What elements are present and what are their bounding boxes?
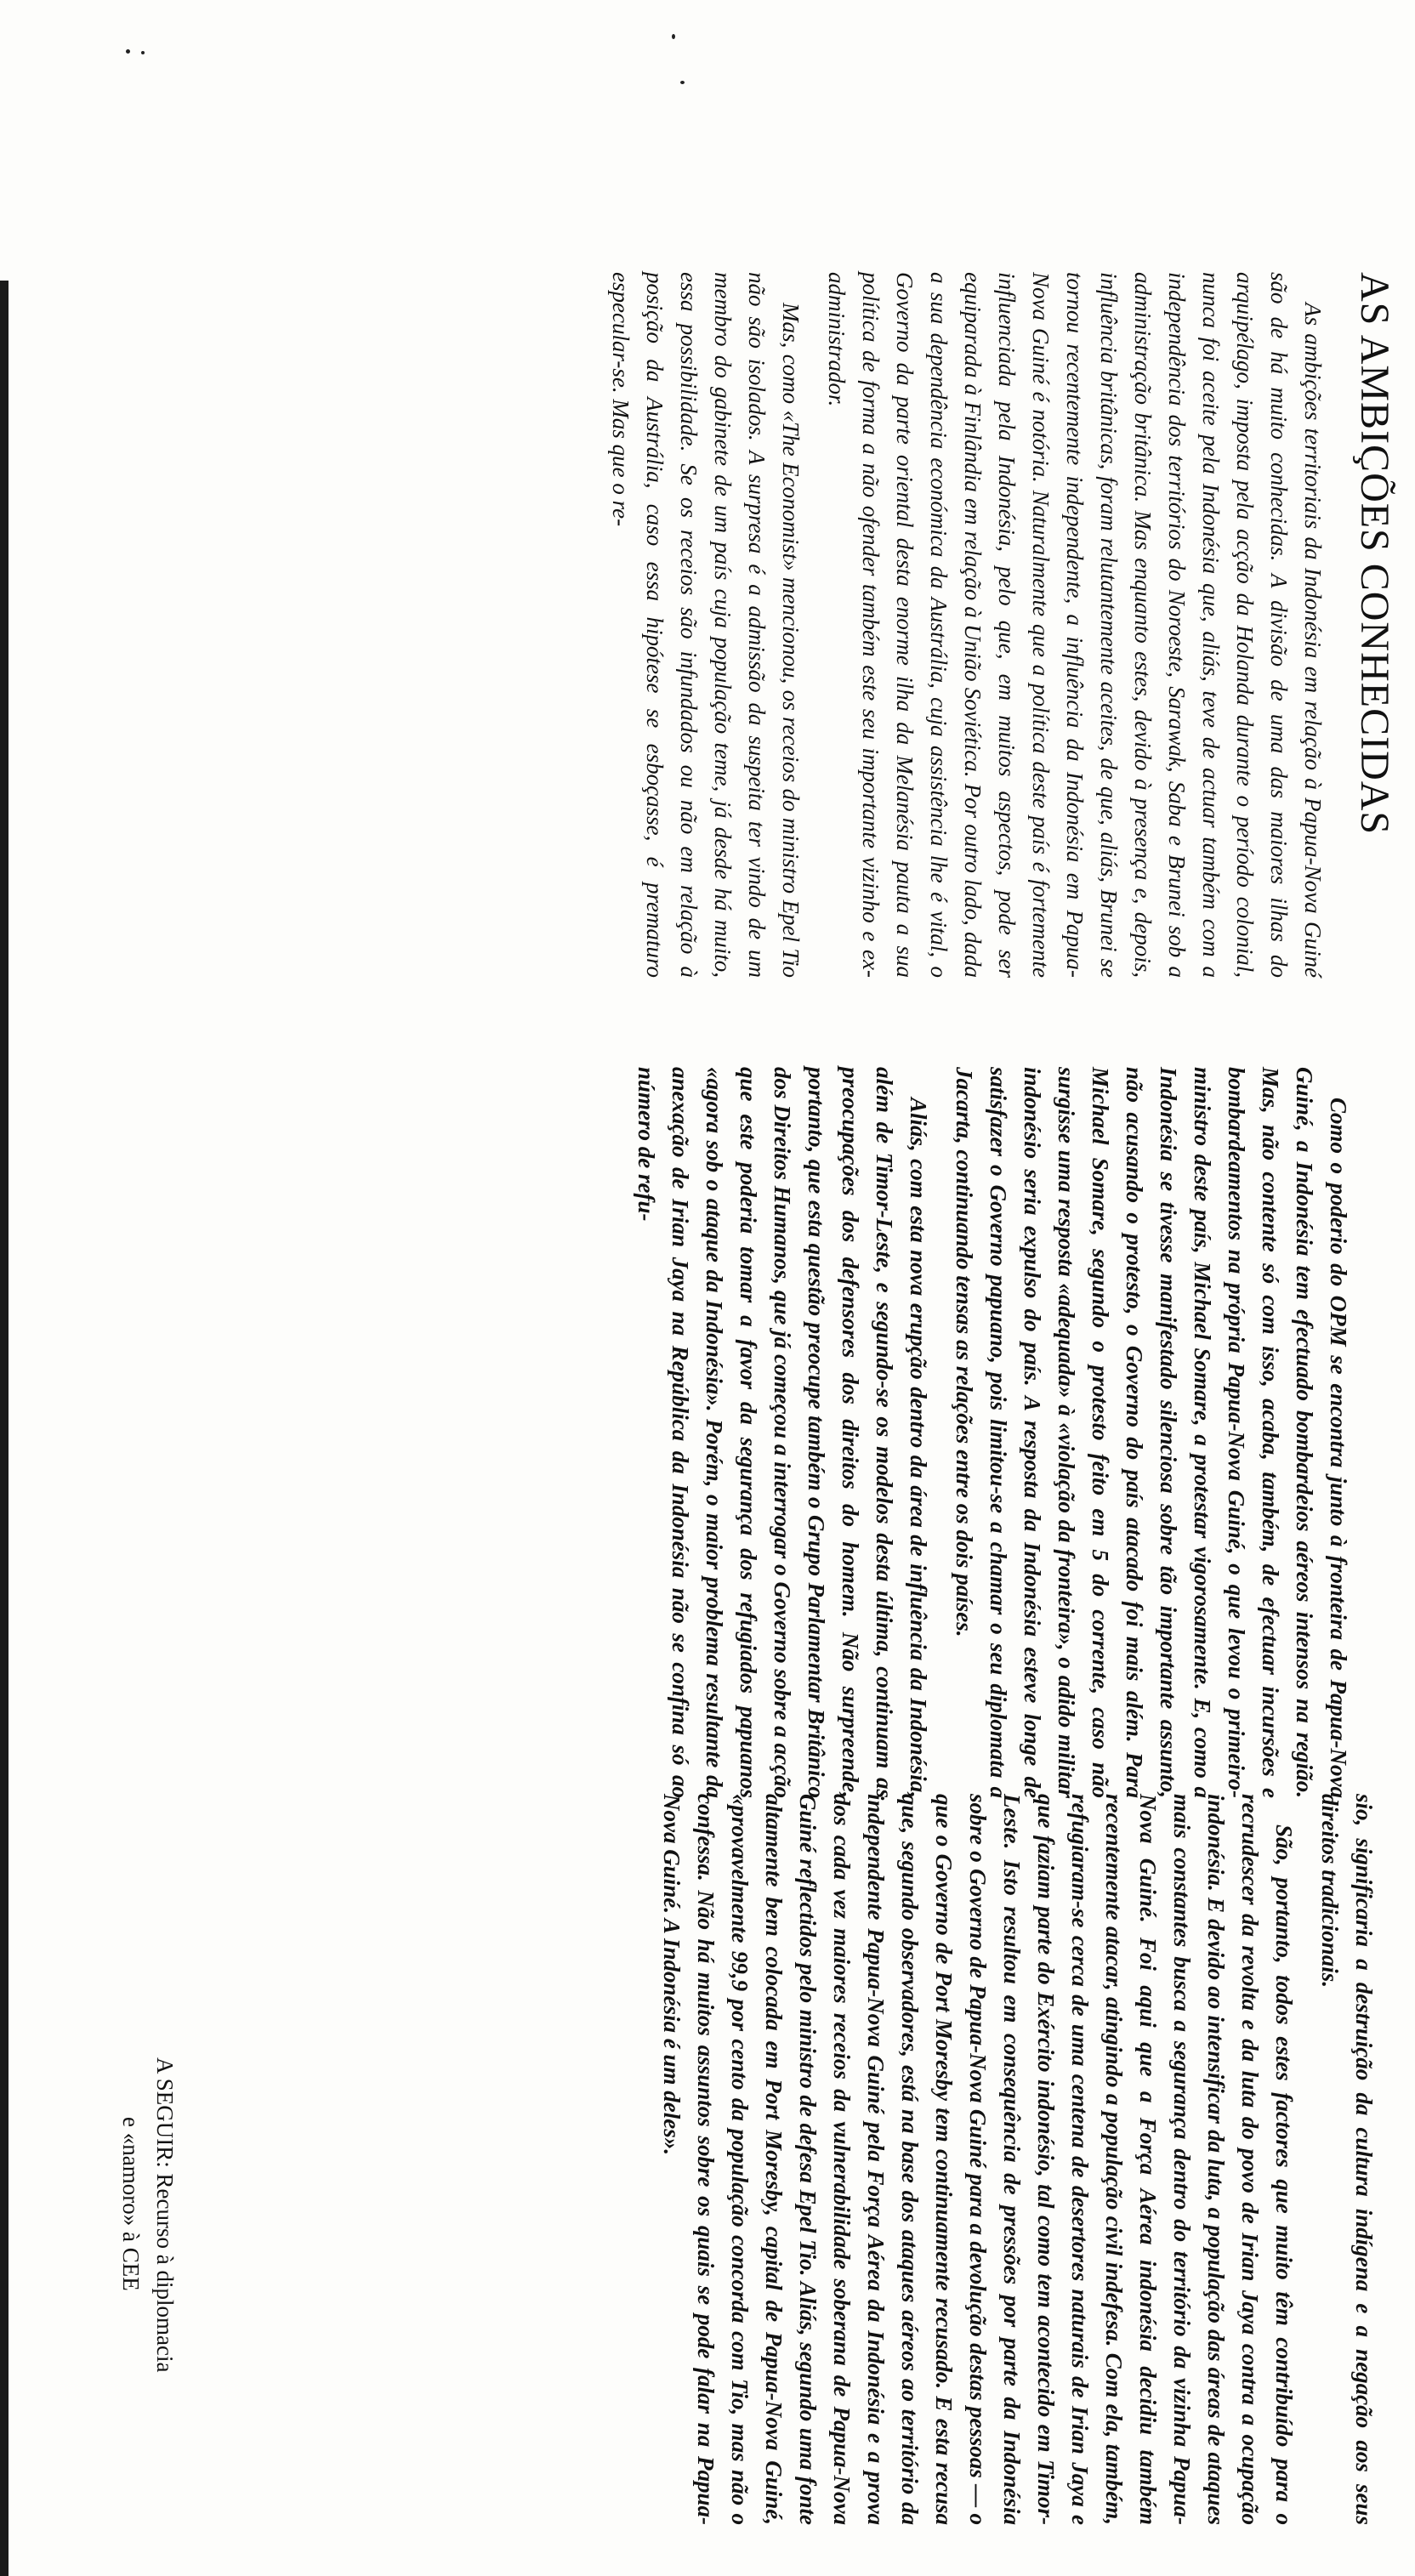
paragraph: São, portanto, todos estes factores que muito têm contribuído para o recrudescer da revolta e da luta do povo de Irian Jaya contra a ocupação indonésia. E devido ao intensificar da luta, a população das áreas de ataques mais constantes busca a segurança dentro do território da vizinha Papua-Nova Guiné. Foi aqui que a Força Aérea indonésia decidiu também recentemente atacar, atingindo a população civil indefesa. Com ela, também, refugiaram-se cerca de uma centena de desertores naturais de Irian Jaya e que faziam parte do Exército indonésio, tal como tem acontecido em Timor-Leste. Isto resultou em consequência de pressões por parte da Indonésia sobre o Governo de Papua-Nova Guiné para a devolução destas pessoas — o que o Governo de Port Moresby tem continuamente recusado. E esta recusa que, segundo observadores, está na base dos ataques aéreos ao território da independente Papua-Nova Guiné pela Força Aérea da Indonésia e a prova dos cada vez maiores receios da vulnerabilidade soberana de Papua-Nova Guiné reflectidos pelo ministro de defesa Epel Tio. Aliás, segundo uma fonte altamente bem colocada em Port Moresby, capital de Papua-Nova Guiné, «provavelmente 99,9 por cento da população concorda com Tio, mas não o confessa. Não há muitos assuntos sobre os quais se pode falar na Papua-Nova Guiné. A Indonésia é um deles». — [659, 1794, 1297, 2525]
paragraph: Mas, como «The Economist» mencionou, os receios do ministro Epel Tio não são isolados. A surpresa é a admissão da suspeita ter vindo de um membro do gabinete de um país cuja população teme, já desde há muito, essa possibilidade. Se os receios são infundados ou não em relação à posição da Austrália, caso essa hipótese se esboçasse, é prematuro especular-se. Mas que o re- — [608, 272, 804, 978]
article-title: AS AMBIÇÕES CONHECIDAS — [1352, 272, 1397, 836]
paragraph: Como o poderio do OPM se encontra junto à fronteira de Papua-Nova Guiné, a Indonésia tem efectuado bombardeios aéreos intensos na região. Mas, não contente só com isso, acaba, também, de efectuar incursões e bombardeamentos na própria Papua-Nova Guiné, o que levou o primeiro-ministro deste país, Michael Somare, a protestar vigorosamente. E, como a Indonésia se tivesse manifestado silenciosa sobre tão importante assunto, não acusando o protesto, o Governo do país atacado foi mais além. Para Michael Somare, segundo o protesto feito em 5 do corrente, caso não surgisse uma resposta «adequada» à «violação da fronteira», o adido militar indonésio seria expulso do país. A resposta da Indonésia esteve longe de satisfazer o Governo papuano, pois limitou-se a chamar o seu diplomata a Jacarta, continuando tensas as relações entre os dois países. — [952, 1067, 1351, 1798]
continuation-note — [114, 2057, 182, 2550]
paragraph: Aliás, com esta nova erupção dentro da área de influência da Indonésia, além de Timor-Leste, e segundo-se os modelos desta última, continuam as preocupações dos defensores dos direitos do homem. Não surpreende, portanto, que esta questão preocupe também o Grupo Parlamentar Britânico dos Direitos Humanos, que já começou a interrogar o Governo sobre a acção que este poderia tomar a favor da segurança dos refugiados papuanos «agora sob o ataque da Indonésia». Porém, o maior problema resultante da anexação de Irian Jaya na República da Indonésia não se confina só ao número de refu- — [634, 1067, 931, 1798]
paragraph: sio, significaria a destruição da cultura indígena e a negação aos seus direitos tradicionais. — [1317, 1794, 1377, 2525]
article-column-2 — [617, 1067, 1355, 1798]
paragraph: As ambições territoriais da Indonésia em relação à Papua-Nova Guiné são de há muito conhecidas. A divisão de uma das maiores ilhas do arquipélago, imposta pela acção da Holanda durante o período colonial, nunca foi aceite pela Indonésia que, aliás, teve de actuar também com a independência dos territórios do Noroeste, Sarawak, Saba e Brunei sob a administração britânica. Mas enquanto estes, devido à presença e, depois, influência britânicas, foram relutantemente aceites, de que, aliás, Brunei se tornou recentemente independente, a influência da Indonésia em Papua-Nova Guiné é notória. Naturalmente que a política deste país é fortemente influenciada pela Indonésia, pelo que, em muitos aspectos, pode ser equiparada à Finlândia em relação à União Soviética. Por outro lado, dada a sua dependência económica da Austrália, cuja assistência lhe é vital, o Governo da parte oriental desta enorme ilha da Melanésia pauta a sua política de forma a não ofender também este seu importante vizinho e ex-administrador. — [824, 272, 1326, 978]
article-column-3 — [643, 1794, 1381, 2525]
article-column-1 — [592, 272, 1330, 978]
continuation-line-1: A SEGUIR: Recurso à diplomacia — [152, 2057, 178, 2373]
continuation-line-2: e «namoro» à CEE — [118, 2117, 144, 2291]
